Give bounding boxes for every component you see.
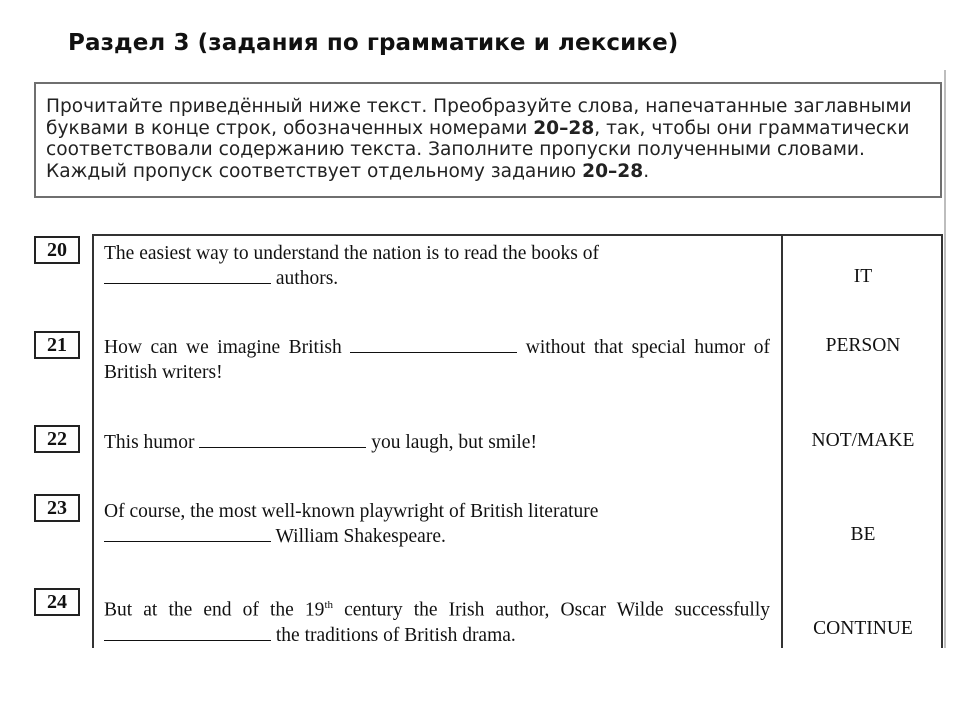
task-text-22-before: This humor: [104, 432, 195, 453]
task-word-22: NOT/MAKE: [811, 430, 915, 451]
task-word-20: IT: [853, 266, 873, 287]
page-edge-divider: [944, 70, 946, 648]
task-number-22: 22: [34, 425, 80, 453]
task-text-21-before: How can we imagine British: [104, 337, 342, 358]
task-text-24-before-a: But at the end of the 19: [104, 599, 325, 621]
answer-blank-24[interactable]: [104, 625, 271, 641]
task-sentence-23: [104, 499, 770, 549]
instruction-part-2: , так, чтобы они грамматически соответствовали содержанию текста. Заполните пропуски полученными словами. Каждый пропуск соответствует отдельному заданию: [46, 117, 910, 182]
answer-blank-23[interactable]: [104, 526, 271, 542]
task-text-20-after: authors.: [275, 268, 339, 289]
instructions-box: [34, 82, 942, 198]
task-text-23-after: William Shakespeare.: [275, 526, 446, 547]
task-text-21-after: without that special humor of British writers!: [104, 337, 771, 383]
task-text-24-after: the traditions of British drama.: [275, 624, 516, 646]
task-sentence-21: [104, 335, 770, 385]
answer-blank-22[interactable]: [199, 432, 366, 448]
task-number-21: 21: [34, 331, 80, 359]
task-word-23: BE: [850, 524, 876, 545]
instructions-text: [46, 96, 938, 182]
answer-blank-20[interactable]: [104, 268, 271, 284]
task-sentence-24: [104, 593, 770, 648]
section-title: Раздел 3 (задания по грамматике и лексике): [68, 30, 679, 56]
instruction-range-2: 20–28: [582, 160, 644, 182]
task-sentence-22: [104, 430, 770, 455]
task-text-22-after: you laugh, but smile!: [371, 432, 537, 453]
task-number-20: 20: [34, 236, 80, 264]
answer-blank-21[interactable]: [350, 337, 517, 353]
task-word-24: CONTINUE: [813, 618, 913, 639]
task-number-23: 23: [34, 494, 80, 522]
instruction-range-1: 20–28: [533, 117, 595, 139]
task-text-24-before-b: century the Irish author, Oscar Wilde successfully: [344, 599, 770, 621]
task-number-24: 24: [34, 588, 80, 616]
task-word-21: PERSON: [825, 335, 901, 356]
ordinal-superscript: th: [324, 599, 333, 611]
task-text-23-before: Of course, the most well-known playwright of British literature: [104, 501, 599, 522]
task-text-20-before: The easiest way to understand the nation is to read the books of: [104, 243, 599, 264]
instruction-part-3: .: [643, 160, 650, 182]
instruction-part-1: Прочитайте приведённый ниже текст. Преобразуйте слова, напечатанные заглавными буквами в конце строк, обозначенных номерами: [46, 96, 912, 139]
task-sentence-20: [104, 241, 770, 291]
